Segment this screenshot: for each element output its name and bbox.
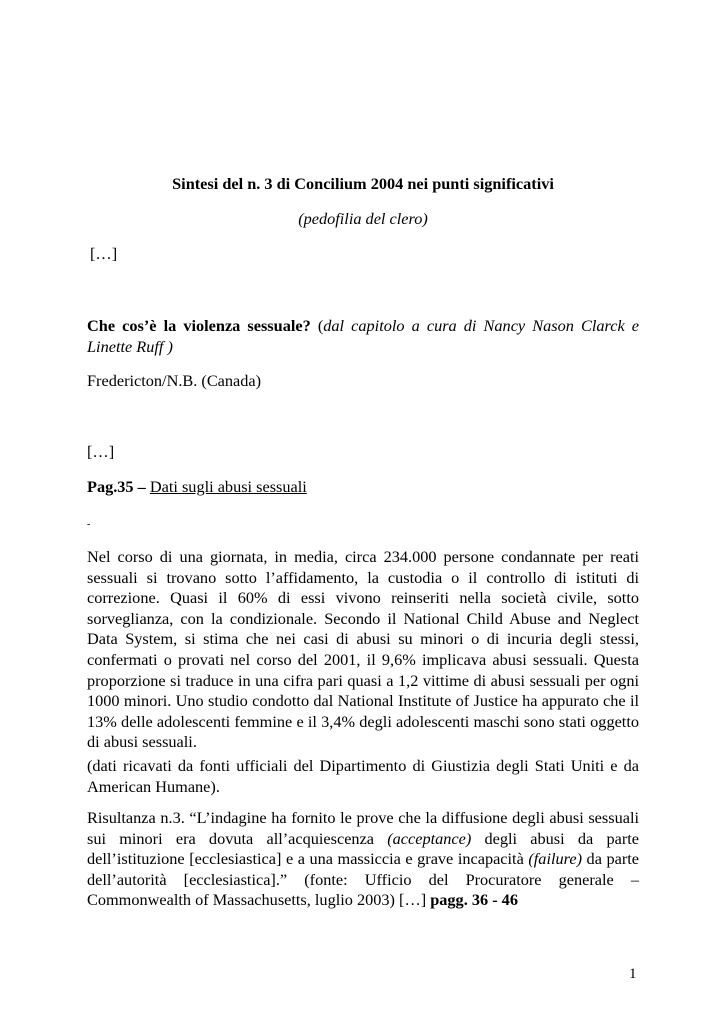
document-subtitle: (pedofilia del clero) — [298, 209, 428, 228]
ellipsis-marker-2: […] — [87, 442, 115, 461]
section-heading — [87, 477, 639, 498]
dash-mark: - — [87, 519, 91, 530]
location-text: Fredericton/N.B. (Canada) — [87, 371, 262, 390]
finding-failure: (failure) — [528, 849, 583, 869]
question-text: Che cos’è la violenza sessuale? — [87, 316, 311, 335]
finding-pages: pagg. 36 - 46 — [430, 890, 518, 910]
finding-acceptance: (acceptance) — [387, 828, 472, 848]
paragraph-finding — [87, 808, 639, 911]
question-source: dal capitolo a cura di Nancy Nason Clarck e Linette Ruff ) — [87, 316, 639, 356]
question-heading — [87, 316, 639, 357]
section-page-ref: Pag.35 – — [87, 477, 146, 496]
ellipsis-marker: […] — [90, 244, 118, 263]
question-open-paren: ( — [310, 316, 324, 335]
document-title: Sintesi del n. 3 di Concilium 2004 nei punti significativi — [172, 174, 554, 193]
finding-text-1: Risultanza n.3. “L’indagine ha fornito le prove che la diffusione degli abusi sessuali sui minori era dovuta all’acquiescenza — [87, 808, 639, 848]
finding-text-3: da parte dell’autorità [ecclesiastica].” (fonte: Ufficio del Procuratore generale – Commonwealth of Massachusetts, luglio 2003) […] — [87, 849, 640, 910]
paragraph-sources: (dati ricavati da fonti ufficiali del Dipartimento di Giustizia degli Stati Uniti e da American Humane). — [87, 756, 639, 796]
finding-text-2: degli abusi da parte dell’istituzione [ecclesiastica] e a una massiccia e grave incapacità — [87, 828, 640, 869]
section-title: Dati sugli abusi sessuali — [149, 477, 307, 496]
page-number: 1 — [629, 966, 637, 982]
paragraph-statistics: Nel corso di una giornata, in media, circa 234.000 persone condannate per reati sessuali si trovano sotto l’affidamento, la custodia o il controllo di istituti di correzione. Quasi il 60% di essi vivono reinseriti nella società civile, sotto sorveglianza, con la condizionale. Secondo il National Child Abuse and Neglect Data System, si stima che nei casi di abusi su minori o di incuria degli stessi, confermati o provati nel corso del 2001, il 9,6% implicava abusi sessuali. Questa proporzione si traduce in una cifra pari quasi a 1,2 vittime di abusi sessuali per ogni 1000 minori. Uno studio condotto dal National Institute of Justice ha appurato che il 13% delle adolescenti femmine e il 3,4% degli adolescenti maschi sono stati oggetto di abusi sessuali. — [87, 547, 639, 752]
